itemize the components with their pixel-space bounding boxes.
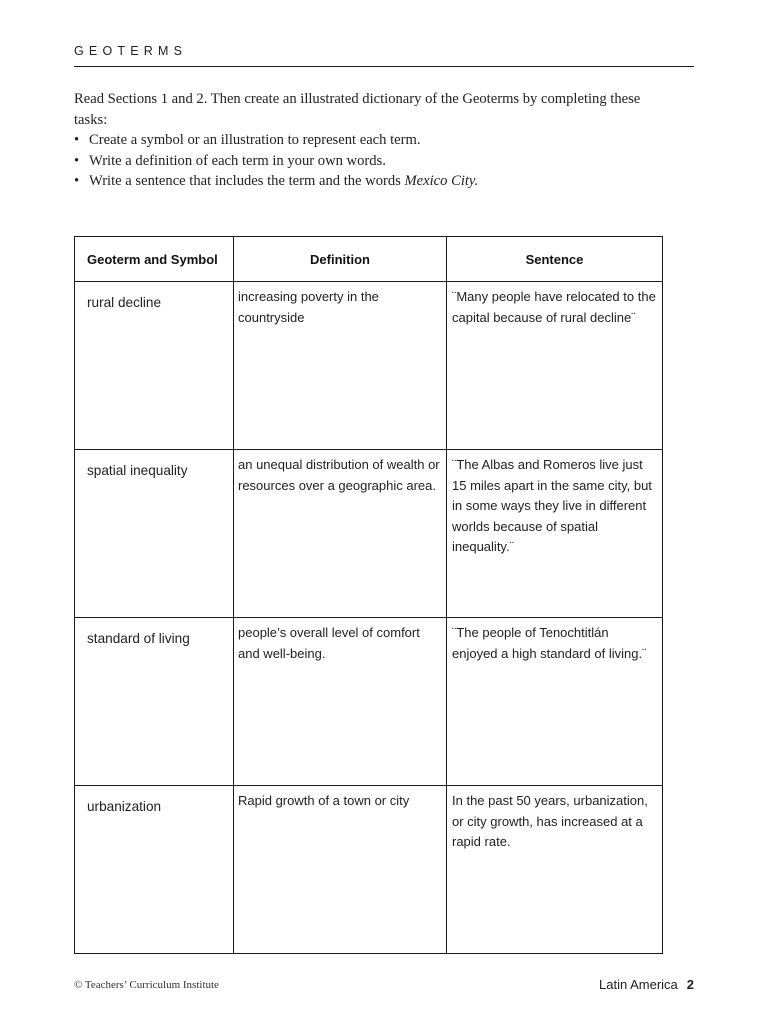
copyright: © Teachers’ Curriculum Institute xyxy=(74,979,219,991)
task-text: Write a sentence that includes the term and the words xyxy=(89,173,405,189)
sentence-cell: In the past 50 years, urbanization, or city growth, has increased at a rapid rate. xyxy=(447,786,663,954)
task-text: Create a symbol or an illustration to represent each term. xyxy=(89,132,421,148)
task-item xyxy=(74,130,654,151)
table-header-row xyxy=(75,237,663,282)
task-item xyxy=(74,151,654,172)
term-cell: standard of living xyxy=(75,618,234,786)
column-header-definition: Definition xyxy=(234,237,447,282)
task-text-italic: Mexico City. xyxy=(404,173,479,189)
definition-cell: people’s overall level of comfort and well-being. xyxy=(234,618,447,786)
term-cell: spatial inequality xyxy=(75,450,234,618)
definition-cell: increasing poverty in the countryside xyxy=(234,282,447,450)
page-number: 2 xyxy=(686,977,694,992)
instructions-lead: Read Sections 1 and 2. Then create an illustrated dictionary of the Geoterms by completing these tasks: xyxy=(74,91,641,128)
bullet-icon: • xyxy=(74,132,80,148)
sentence-cell: ¨The people of Tenochtitlán enjoyed a high standard of living.¨ xyxy=(447,618,663,786)
column-header-geoterm: Geoterm and Symbol xyxy=(75,237,234,282)
table-row xyxy=(75,282,663,450)
sentence-cell: ¨The Albas and Romeros live just 15 miles apart in the same city, but in some ways they live in different worlds because of spatial inequality.¨ xyxy=(447,450,663,618)
bullet-icon: • xyxy=(74,152,80,169)
section-name: Latin America xyxy=(599,977,678,992)
page-footer xyxy=(599,977,694,992)
table-row xyxy=(75,618,663,786)
bullet-icon: • xyxy=(74,173,80,189)
term-cell: rural decline xyxy=(75,282,234,450)
column-header-sentence: Sentence xyxy=(447,237,663,282)
page-header: GEOTERMS xyxy=(74,44,188,58)
task-list xyxy=(74,130,654,192)
term-cell: urbanization xyxy=(75,786,234,954)
definition-cell: Rapid growth of a town or city xyxy=(234,786,447,954)
instructions xyxy=(74,89,654,192)
definition-cell: an unequal distribution of wealth or resources over a geographic area. xyxy=(234,450,447,618)
table-row xyxy=(75,786,663,954)
sentence-cell: ¨Many people have relocated to the capital because of rural decline¨ xyxy=(447,282,663,450)
geoterms-table xyxy=(74,236,663,954)
table-row xyxy=(75,450,663,618)
header-divider xyxy=(74,66,694,67)
task-item xyxy=(74,171,654,192)
task-text: Write a definition of each term in your own words. xyxy=(89,152,386,169)
